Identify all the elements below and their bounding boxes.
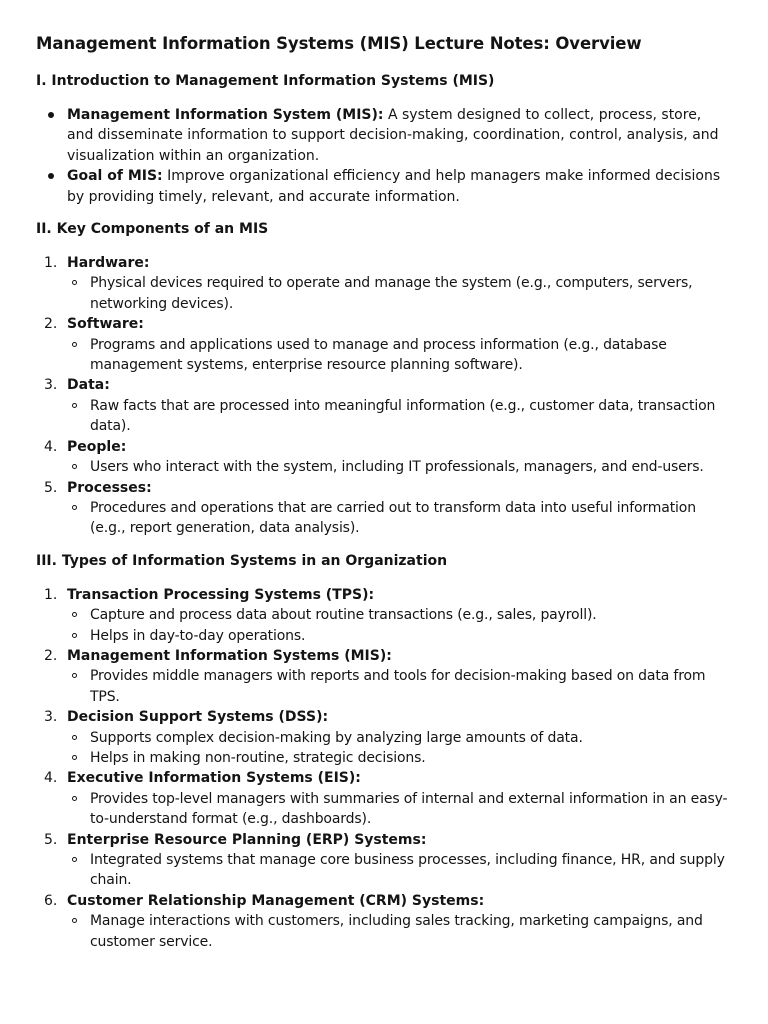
item-label: Hardware: — [67, 255, 150, 272]
bullet-item — [36, 105, 732, 166]
introduction-bullet-list — [36, 105, 732, 207]
numbered-item — [36, 891, 732, 952]
document-title: Management Information Systems (MIS) Lecture Notes: Overview — [36, 34, 642, 53]
bullet-text: Improve organizational efficiency and help managers make informed decisions by providing timely, relevant, and accurate information. — [67, 168, 721, 205]
sub-list — [67, 335, 732, 376]
sub-list — [67, 498, 732, 539]
sub-item-text: Provides top-level managers with summaries of internal and external information in an easy-to-understand format (e.g., dashboards). — [90, 790, 728, 828]
item-number: 1. — [44, 586, 58, 603]
numbered-item — [36, 646, 732, 707]
item-label: People: — [67, 438, 127, 455]
item-number: 3. — [44, 377, 58, 394]
sub-list — [67, 605, 732, 646]
bullet-dot-icon — [48, 112, 54, 118]
sub-list — [67, 396, 732, 437]
bullet-item — [36, 166, 732, 207]
circle-bullet-icon — [72, 735, 77, 740]
item-number: 6. — [44, 892, 58, 909]
bullet-label: Goal of MIS: — [67, 168, 163, 185]
sub-list — [67, 728, 732, 769]
sub-item-text: Capture and process data about routine transactions (e.g., sales, payroll). — [90, 607, 597, 624]
sub-item-text: Programs and applications used to manage and process information (e.g., database management systems, enterprise resource planning software). — [90, 336, 667, 374]
sub-item-text: Procedures and operations that are carried out to transform data into useful information (e.g., report generation, data analysis). — [90, 499, 696, 537]
bullet-label: Management Information System (MIS): — [67, 107, 384, 123]
circle-bullet-icon — [72, 280, 77, 285]
sub-list — [67, 789, 732, 830]
item-number: 1. — [44, 255, 58, 272]
sub-item — [67, 789, 732, 830]
system-types-list — [36, 585, 732, 952]
key-components-list — [36, 253, 732, 539]
sub-list — [67, 273, 732, 314]
item-number: 4. — [44, 770, 58, 787]
item-label: Software: — [67, 316, 144, 333]
sub-item-text: Manage interactions with customers, including sales tracking, marketing campaigns, and customer service. — [90, 913, 703, 950]
item-number: 2. — [44, 316, 58, 333]
section-heading-system-types: III. Types of Information Systems in an Organization — [36, 552, 448, 569]
sub-item — [67, 498, 732, 539]
sub-item-text: Users who interact with the system, including IT professionals, managers, and end-users. — [90, 459, 704, 476]
sub-item-text: Supports complex decision-making by analyzing large amounts of data. — [90, 729, 583, 746]
numbered-item — [36, 375, 732, 436]
sub-item — [67, 748, 732, 768]
sub-list — [67, 457, 732, 477]
section-heading-introduction: I. Introduction to Management Information Systems (MIS) — [36, 73, 495, 89]
sub-item-text: Physical devices required to operate and manage the system (e.g., computers, servers, networking devices). — [90, 275, 693, 312]
item-label: Management Information Systems (MIS): — [67, 647, 392, 664]
sub-list — [67, 850, 732, 891]
sub-item — [67, 457, 732, 477]
item-number: 5. — [44, 479, 58, 496]
sub-item-text: Helps in day-to-day operations. — [90, 627, 306, 644]
numbered-item — [36, 253, 732, 314]
sub-item — [67, 273, 732, 314]
numbered-item — [36, 478, 732, 539]
numbered-item — [36, 707, 732, 768]
numbered-item — [36, 314, 732, 375]
item-number: 3. — [44, 709, 58, 726]
item-label: Enterprise Resource Planning (ERP) Systems: — [67, 831, 427, 848]
item-label: Transaction Processing Systems (TPS): — [67, 586, 375, 603]
sub-item-text: Raw facts that are processed into meaningful information (e.g., customer data, transaction data). — [90, 397, 716, 435]
circle-bullet-icon — [72, 918, 77, 923]
circle-bullet-icon — [72, 403, 77, 408]
item-number: 2. — [44, 647, 58, 664]
sub-item — [67, 396, 732, 437]
circle-bullet-icon — [72, 505, 77, 510]
item-number: 5. — [44, 831, 58, 848]
sub-list — [67, 911, 732, 952]
bullet-text: A system designed to collect, process, store, and disseminate information to support decision-making, coordination, control, analysis, and visualization within an organization. — [67, 107, 719, 164]
item-label: Data: — [67, 377, 110, 394]
item-number: 4. — [44, 438, 58, 455]
circle-bullet-icon — [72, 464, 77, 469]
numbered-item — [36, 768, 732, 829]
bullet-dot-icon — [48, 173, 54, 179]
sub-item-text: Integrated systems that manage core business processes, including finance, HR, and supply chain. — [90, 852, 725, 889]
item-label: Processes: — [67, 479, 152, 496]
circle-bullet-icon — [72, 342, 77, 347]
circle-bullet-icon — [72, 857, 77, 862]
item-label: Decision Support Systems (DSS): — [67, 709, 329, 726]
circle-bullet-icon — [72, 755, 77, 760]
circle-bullet-icon — [72, 796, 77, 801]
item-label: Customer Relationship Management (CRM) Systems: — [67, 892, 485, 909]
numbered-item — [36, 585, 732, 646]
sub-item — [67, 850, 732, 891]
circle-bullet-icon — [72, 673, 77, 678]
sub-item-text: Provides middle managers with reports and tools for decision-making based on data from TPS. — [90, 668, 706, 705]
circle-bullet-icon — [72, 633, 77, 638]
section-heading-key-components: II. Key Components of an MIS — [36, 221, 269, 238]
sub-item — [67, 335, 732, 376]
sub-item — [67, 911, 732, 952]
numbered-item — [36, 830, 732, 891]
sub-item — [67, 666, 732, 707]
circle-bullet-icon — [72, 612, 77, 617]
sub-item — [67, 605, 732, 625]
sub-item — [67, 728, 732, 748]
item-label: Executive Information Systems (EIS): — [67, 770, 361, 787]
sub-list — [67, 666, 732, 707]
sub-item — [67, 626, 732, 646]
numbered-item — [36, 437, 732, 478]
sub-item-text: Helps in making non-routine, strategic decisions. — [90, 749, 426, 766]
